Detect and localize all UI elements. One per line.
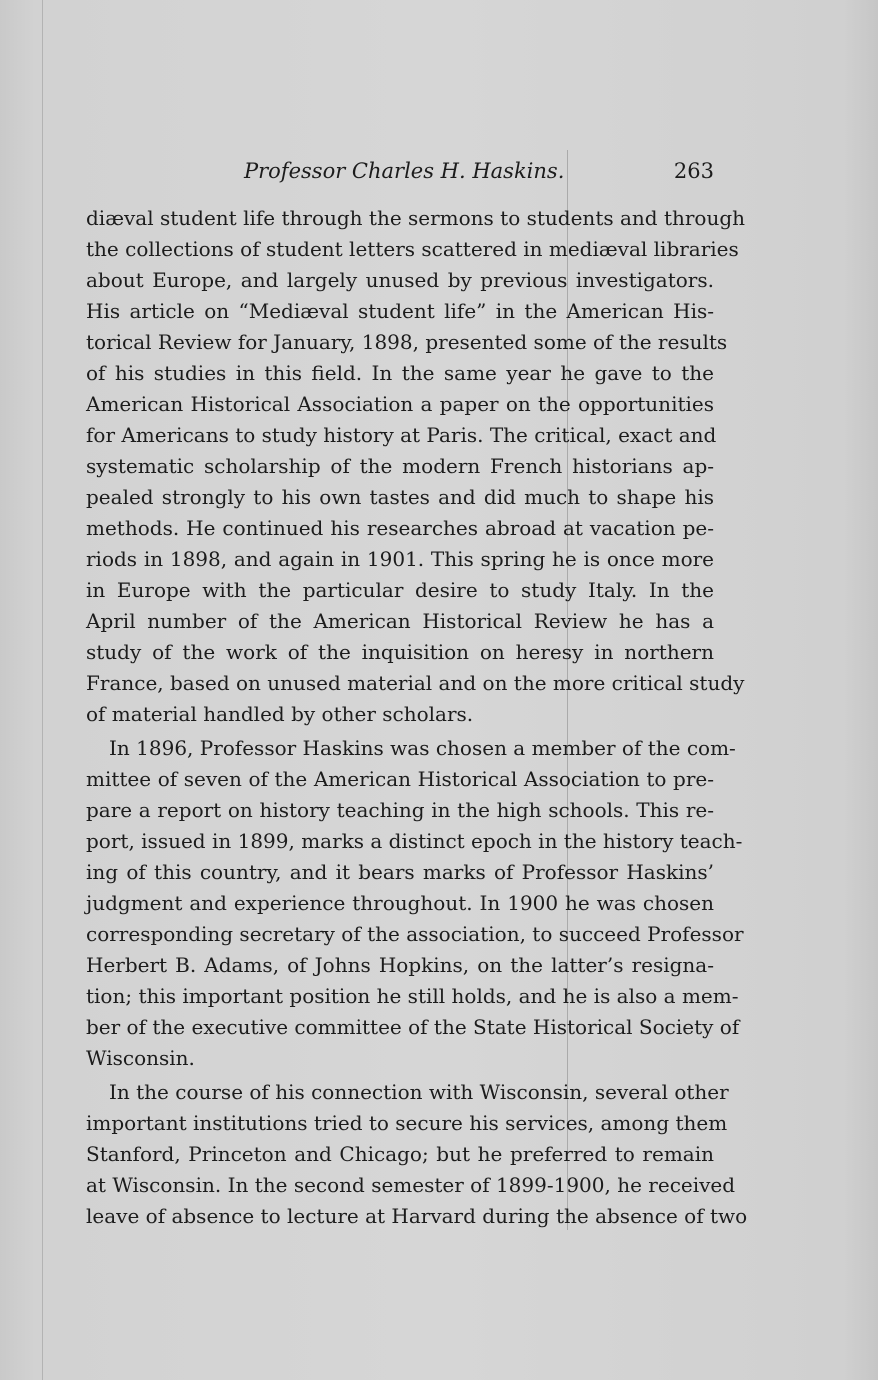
paragraph-1 <box>86 203 746 730</box>
text-line: France, based on unused material and on the more critical study <box>86 671 745 695</box>
text-line: important institutions tried to secure his services, among them <box>86 1111 728 1135</box>
text-line: Wisconsin. <box>86 1046 195 1070</box>
text-line: the collections of student letters scattered in mediæval libraries <box>86 237 739 261</box>
text-line: tion; this important position he still holds, and he is also a mem- <box>86 984 739 1008</box>
text-line: mittee of seven of the American Historical Association to pre- <box>86 767 714 791</box>
text-line: methods. He continued his researches abroad at vacation pe- <box>86 516 714 540</box>
running-head: Professor Charles H. Haskins. <box>244 159 565 183</box>
page-edge-line <box>42 0 43 1380</box>
paragraph-3 <box>86 1077 748 1232</box>
text-line: torical Review for January, 1898, presented some of the results <box>86 330 728 354</box>
text-line: April number of the American Historical Review he has a <box>86 609 714 633</box>
text-line: at Wisconsin. In the second semester of 1899-1900, he received <box>86 1173 736 1197</box>
text-line: Herbert B. Adams, of Johns Hopkins, on the latter’s resigna- <box>86 953 714 977</box>
text-line: pare a report on history teaching in the high schools. This re- <box>86 798 714 822</box>
page-header <box>86 157 714 189</box>
text-line: American Historical Association a paper on the opportunities <box>86 392 714 416</box>
text-line: diæval student life through the sermons to students and through <box>86 206 746 230</box>
text-line: for Americans to study history at Paris. The critical, exact and <box>86 423 717 447</box>
text-line: systematic scholarship of the modern French historians ap- <box>86 454 714 478</box>
text-line: study of the work of the inquisition on heresy in northern <box>86 640 714 664</box>
text-line: riods in 1898, and again in 1901. This spring he is once more <box>86 547 714 571</box>
text-line: ing of this country, and it bears marks of Professor Haskins’ <box>86 860 714 884</box>
text-line: Stanford, Princeton and Chicago; but he preferred to remain <box>86 1142 714 1166</box>
body-text <box>86 203 748 1232</box>
text-line: ber of the executive committee of the State Historical Society of <box>86 1015 740 1039</box>
paragraph-2 <box>86 733 744 1074</box>
text-line: in Europe with the particular desire to study Italy. In the <box>86 578 714 602</box>
text-line: of material handled by other scholars. <box>86 702 474 726</box>
text-line: about Europe, and largely unused by previous investigators. <box>86 268 714 292</box>
text-line: corresponding secretary of the association, to succeed Professor <box>86 922 744 946</box>
text-line: In the course of his connection with Wisconsin, several other <box>109 1080 729 1104</box>
text-line: pealed strongly to his own tastes and did much to shape his <box>86 485 714 509</box>
page-number: 263 <box>673 159 714 183</box>
text-line: of his studies in this field. In the same year he gave to the <box>86 361 714 385</box>
text-line: In 1896, Professor Haskins was chosen a member of the com- <box>109 736 736 760</box>
text-line: judgment and experience throughout. In 1900 he was chosen <box>86 891 714 915</box>
text-line: His article on “Mediæval student life” in the American His- <box>86 299 714 323</box>
text-line: port, issued in 1899, marks a distinct epoch in the history teach- <box>86 829 743 853</box>
text-line: leave of absence to lecture at Harvard during the absence of two <box>86 1204 748 1228</box>
